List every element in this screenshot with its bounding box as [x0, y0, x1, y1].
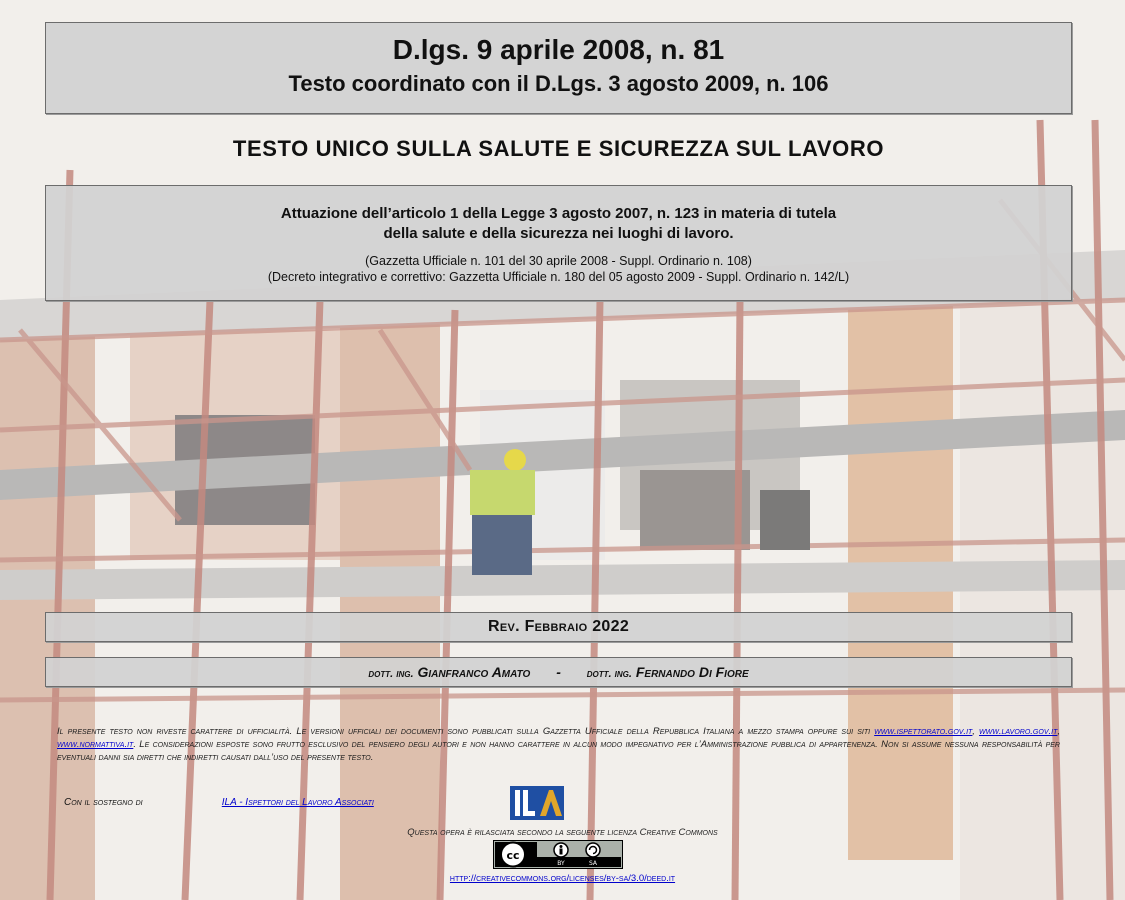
link-ispettorato[interactable]: www.ispettorato.gov.it — [874, 726, 973, 737]
disclaimer-part-1: Il presente testo non riveste carattere di ufficialità. Le versioni ufficiali dei documenti sono pubblicati sulla Gazzetta Ufficiale della Repubblica Italiana a mezzo stampa oppure sui siti — [57, 726, 875, 737]
license-url-link[interactable]: http://creativecommons.org/licenses/by-sa/3.0/deed.it — [449, 873, 676, 884]
support-label: Con il sostegno di — [64, 797, 143, 808]
main-heading: TESTO UNICO SULLA SALUTE E SICUREZZA SUL LAVORO — [232, 136, 885, 161]
license-statement: Questa opera è rilasciata secondo la seguente licenza Creative Commons — [407, 827, 718, 838]
author-1-name: Gianfranco Amato — [417, 664, 531, 680]
cc-by-label: BY — [557, 860, 565, 867]
description-line-2: della salute e della sicurezza nei luoghi di lavoro. — [383, 225, 734, 242]
description-line-1: Attuazione dell’articolo 1 della Legge 3 agosto 2007, n. 123 in materia di tutela — [280, 205, 837, 222]
disclaimer-part-2: . Le considerazioni esposte sono frutto esclusivo del pensiero degli autori e non hanno carattere in alcun modo impegnativo per l’Amministrazione pubblica di appartenenza. Non si assume nessuna responsabilità per eventuali danni sia diretti che indiretti causati dall’uso del presente testo. — [57, 739, 1060, 763]
disclaimer-comma-1: , — [972, 726, 980, 737]
license-url-row — [0, 873, 1125, 884]
support-row — [64, 797, 374, 808]
title-panel — [45, 22, 1072, 114]
ila-link[interactable]: ILA - Ispettori del Lavoro Associati — [221, 797, 374, 808]
ila-logo-icon — [510, 786, 564, 820]
document-title: D.lgs. 9 aprile 2008, n. 81 — [392, 34, 725, 65]
svg-text:cc: cc — [506, 849, 520, 862]
gazzetta-reference-1: (Gazzetta Ufficiale n. 101 del 30 aprile 2008 - Suppl. Ordinario n. 108) — [365, 254, 752, 268]
document-subtitle: Testo coordinato con il D.Lgs. 3 agosto 2009, n. 106 — [288, 71, 829, 96]
author-2-name: Fernando Di Fiore — [635, 664, 749, 680]
author-2-title: dott. ing. — [586, 668, 632, 680]
authors-row — [46, 664, 1071, 680]
author-1-title: dott. ing. — [368, 668, 414, 680]
disclaimer-comma-2: , — [1057, 726, 1060, 737]
revision-label: Rev. Febbraio 2022 — [487, 618, 630, 635]
gazzetta-reference-2: (Decreto integrativo e correttivo: Gazzetta Ufficiale n. 180 del 05 agosto 2009 - Suppl. Ordinario n. 142/L) — [267, 270, 850, 284]
description-panel — [45, 185, 1072, 301]
revision-panel — [45, 612, 1072, 642]
authors-panel — [45, 657, 1072, 687]
link-normattiva[interactable]: www.normattiva.it — [57, 739, 134, 750]
disclaimer-text — [57, 725, 1060, 764]
creative-commons-badge-icon[interactable] — [493, 840, 623, 869]
cc-sa-label: SA — [588, 860, 598, 867]
author-separator: - — [556, 664, 561, 680]
link-lavoro[interactable]: www.lavoro.gov.it — [979, 726, 1058, 737]
